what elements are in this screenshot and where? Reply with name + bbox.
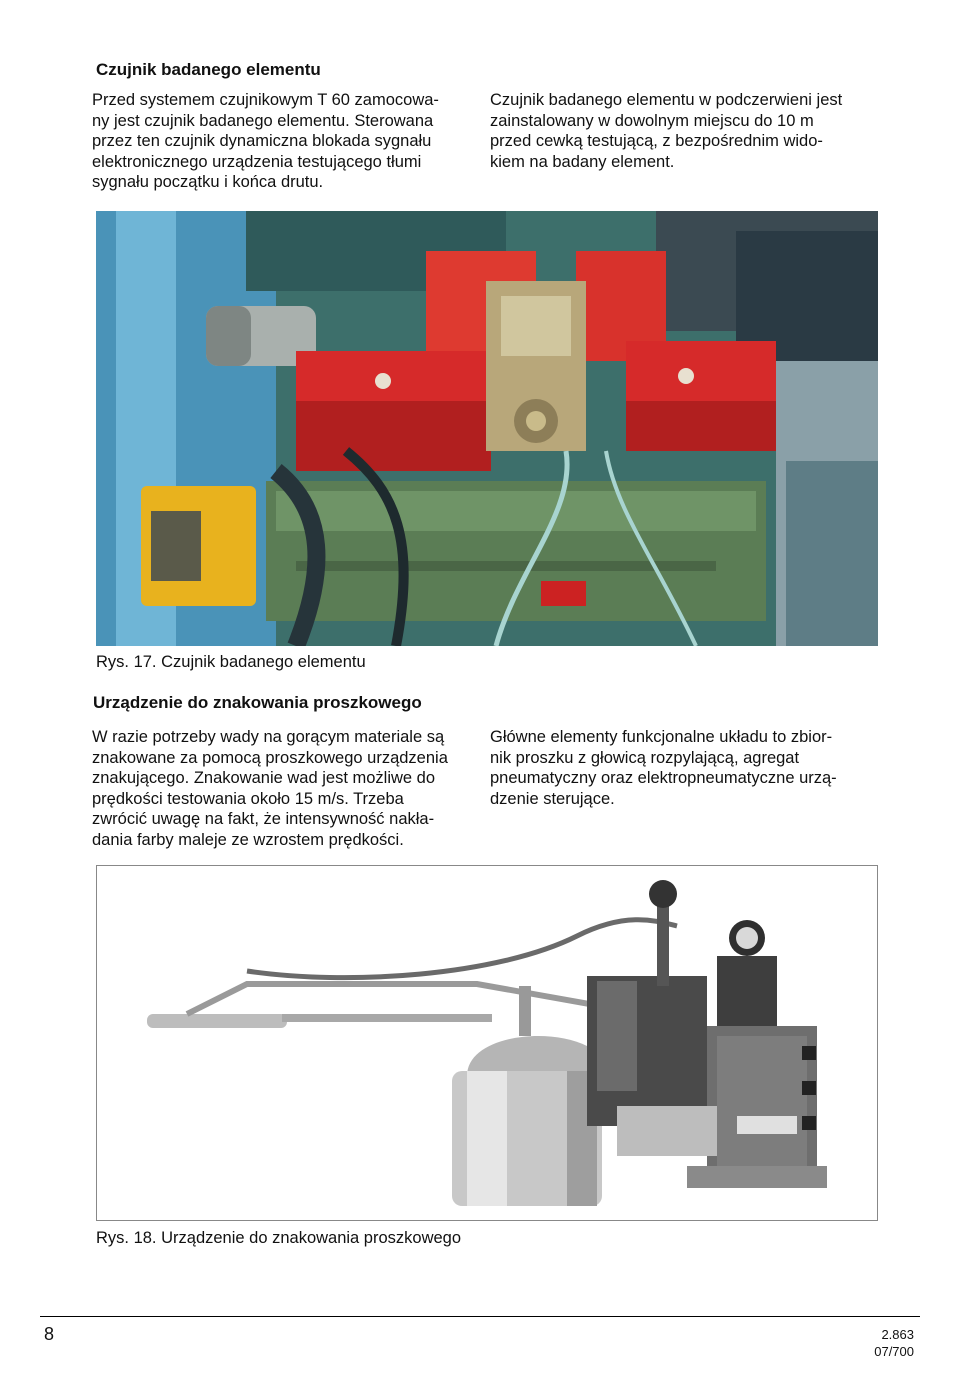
document-number: 2.863 — [881, 1327, 914, 1342]
figure-17-caption: Rys. 17. Czujnik badanego elementu — [96, 653, 366, 671]
section-left-paragraph: Przed systemem czujnikowym T 60 zamocowa- ny jest czujnik badanego elementu. Sterowana przez ten czujnik dynamiczna blokada sygnału elektronicznego urządzenia testującego tłumi sygnału początku i końca drutu. — [92, 91, 439, 191]
workpiece-sensor-photo — [96, 211, 878, 646]
section-left-paragraph: W razie potrzeby wady na gorącym materiale są znakowane za pomocą proszkowego urządzenia znakującego. Znakowanie wad jest możliwe do prędkości testowania około 15 m/s. Trzeba zwrócić uwagę na fakt, że intensywność nakła- dania farby maleje ze wzrostem prędkości. — [92, 728, 448, 849]
section-heading: Czujnik badanego elementu — [96, 60, 321, 79]
document-date: 07/700 — [874, 1344, 914, 1359]
section-right-paragraph: Główne elementy funkcjonalne układu to zbior- nik proszku z głowicą rozpylającą, agregat pneumatyczny oraz elektropneumatyczne urzą- dzenie sterujące. — [490, 728, 837, 808]
section-right-paragraph: Czujnik badanego elementu w podczerwieni jest zainstalowany w dowolnym miejscu do 10 m przed cewką testującą, z bezpośrednim wido- kiem na badany element. — [490, 91, 843, 171]
page-number: 8 — [44, 1324, 55, 1344]
powder-marking-device-photo — [96, 865, 878, 1221]
figure-18-caption: Rys. 18. Urządzenie do znakowania proszkowego — [96, 1229, 462, 1247]
footer-rule — [40, 1316, 920, 1317]
section-heading: Urządzenie do znakowania proszkowego — [93, 693, 422, 712]
